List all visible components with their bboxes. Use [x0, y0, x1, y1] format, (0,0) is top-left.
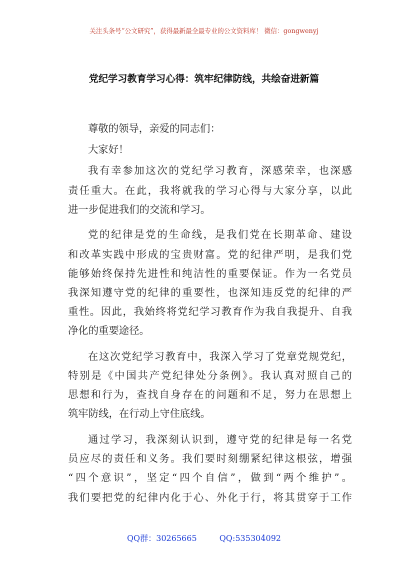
- promo-banner: 关注头条号“公文研究”，获得最新最全最专业的公文资料库！ 微信：gongwenyj: [89, 27, 319, 35]
- qq-number-text: QQ:535304092: [219, 534, 281, 543]
- paragraph-line: 筑牢防线，在行动上守住底线。: [68, 409, 211, 421]
- paragraph-line: 党的纪律是党的生命线，是我们党在长期革命、建设: [88, 230, 352, 242]
- paragraph-line: 我们要把党的纪律内化于心、外化于行，将其贯穿于工作: [68, 492, 352, 504]
- salutation-line: 尊敬的领导，亲爱的同志们：: [88, 124, 221, 135]
- paragraph-line: 重性。因此，我始终将党纪学习教育作为我自我提升、自我: [68, 307, 352, 319]
- paragraph-line: 在这次党纪学习教育中，我深入学习了党章党规党纪，: [88, 351, 352, 363]
- paragraph-line: 净化的重要途径。: [68, 326, 150, 338]
- paragraph-line: 特别是《中国共产党纪律处分条例》。我认真对照自己的: [68, 371, 352, 383]
- paragraph-line: 员应尽的责任和义务。我们要时刻绷紧纪律这根弦，增强: [68, 454, 352, 466]
- paragraph-line: 能够始终保持先进性和纯洁性的重要保证。作为一名党员: [68, 268, 352, 280]
- paragraph-line: 和改革实践中形成的宝贵财富。党的纪律严明，是我们党: [68, 249, 352, 261]
- paragraph-line: 我有幸参加这次的党纪学习教育，深感荣幸，也深感: [88, 166, 352, 178]
- paragraph-line: 进一步促进我们的交流和学习。: [68, 204, 211, 216]
- paragraph-line: 我深知遵守党的纪律的重要性，也深知违反党的纪律的严: [68, 287, 352, 299]
- paragraph-line: 思想和行为，查找自身存在的问题和不足，努力在思想上: [68, 390, 352, 402]
- document-title: 党纪学习教育学习心得：筑牢纪律防线，共绘奋进新篇: [88, 74, 320, 85]
- paragraph-line: “四个意识”，坚定“四个自信”，做到“两个维护”。: [68, 473, 352, 485]
- qq-group-text: QQ群：30265665: [126, 534, 197, 543]
- paragraph-line: 通过学习，我深刻认识到，遵守党的纪律是每一名党: [88, 434, 352, 446]
- contact-footer: [0, 533, 408, 544]
- greeting-line: 大家好！: [88, 145, 129, 157]
- document-body: [68, 120, 352, 508]
- paragraph-line: 责任重大。在此，我将就我的学习心得与大家分享，以此: [68, 185, 352, 197]
